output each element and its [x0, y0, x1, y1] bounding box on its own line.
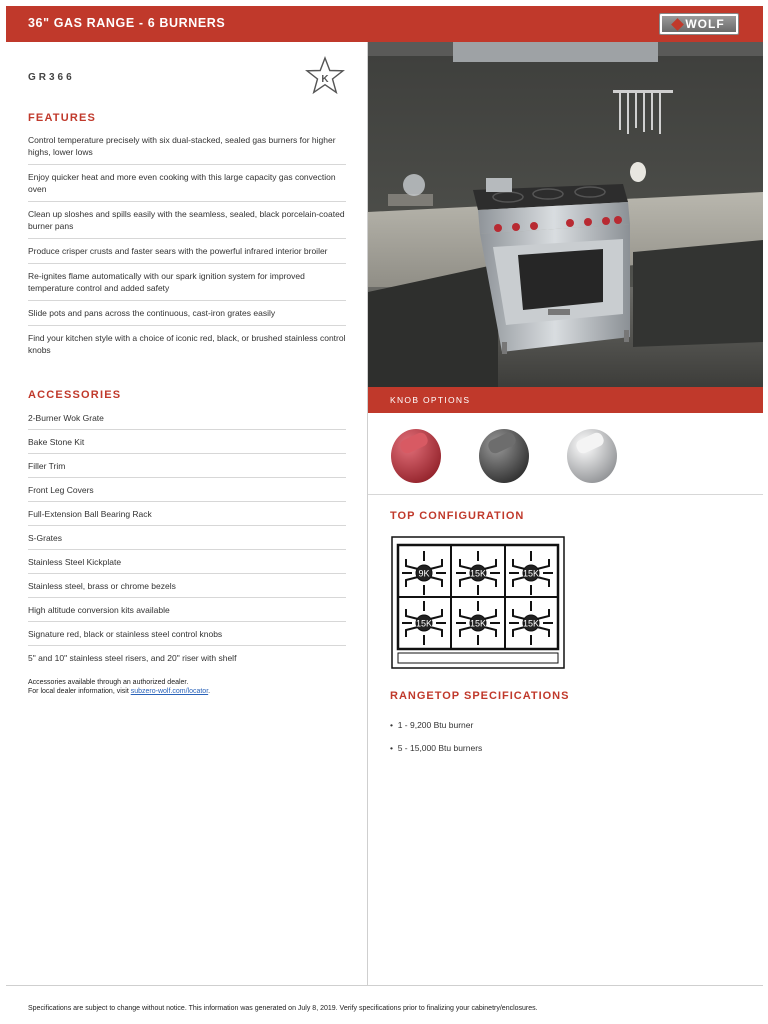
- burner-label: 15K: [469, 568, 487, 579]
- accessory-item: 5" and 10" stainless steel risers, and 20" riser with shelf: [28, 653, 237, 663]
- feature-item: Control temperature precisely with six dual-stacked, sealed gas burners for higher highs, lower lows: [28, 128, 346, 165]
- logo-text: WOLF: [685, 17, 725, 31]
- spec-item-1-text: 1 - 9,200 Btu burner: [397, 720, 474, 730]
- accessories-note: [28, 678, 210, 696]
- top-configuration-diagram: [390, 535, 566, 670]
- feature-item: Slide pots and pans across the continuous, cast-iron grates easily: [28, 301, 346, 326]
- accessory-item: Stainless steel, brass or chrome bezels: [28, 574, 346, 598]
- features-title: FEATURES: [28, 112, 97, 124]
- accessory-item: Stainless Steel Kickplate: [28, 550, 346, 574]
- stainless-knob-icon: [567, 429, 617, 483]
- accessory-item: Filler Trim: [28, 454, 346, 478]
- section-separator: [368, 494, 763, 495]
- accessory-item: Full-Extension Ball Bearing Rack: [28, 502, 346, 526]
- feature-item: Enjoy quicker heat and more even cooking with this large capacity gas convection oven: [28, 165, 346, 202]
- rangetop-specs-title: RANGETOP SPECIFICATIONS: [390, 690, 570, 702]
- badge-letter: K: [321, 74, 329, 85]
- spec-item-2: • 5 - 15,000 Btu burners: [390, 743, 483, 753]
- accessory-item: 2-Burner Wok Grate: [28, 406, 346, 430]
- features-list: [28, 128, 346, 362]
- knob-options: [386, 420, 626, 490]
- page-title: 36" GAS RANGE - 6 BURNERS: [28, 16, 226, 30]
- wolf-logo: [659, 13, 739, 35]
- feature-item: Clean up sloshes and spills easily with the seamless, sealed, black porcelain-coated burner pans: [28, 202, 346, 239]
- knob-options-bar: KNOB OPTIONS: [368, 387, 763, 413]
- burner-label: 15K: [522, 568, 540, 579]
- product-photo: [368, 42, 763, 387]
- accessory-item: S-Grates: [28, 526, 346, 550]
- feature-item: Produce crisper crusts and faster sears with the powerful infrared interior broiler: [28, 239, 346, 264]
- header-bar: [6, 6, 763, 42]
- accessory-item: High altitude conversion kits available: [28, 598, 346, 622]
- accessories-list: [28, 406, 346, 669]
- spec-item-1: • 1 - 9,200 Btu burner: [390, 720, 474, 730]
- spec-item-2-text: 5 - 15,000 Btu burners: [397, 743, 483, 753]
- note-line-1: Accessories available through an authorized dealer.: [28, 679, 189, 686]
- feature-item: Re-ignites flame automatically with our spark ignition system for improved temperature control and added safety: [28, 264, 346, 301]
- burner-label: 15K: [522, 618, 540, 629]
- red-knob-icon: [391, 429, 441, 483]
- accessory-item: Signature red, black or stainless steel control knobs: [28, 622, 346, 646]
- star-k-icon: [305, 56, 345, 96]
- top-configuration-title: TOP CONFIGURATION: [390, 510, 525, 522]
- burner-label: 15K: [469, 618, 487, 629]
- burner-label: 15K: [415, 618, 433, 629]
- accessory-item: Bake Stone Kit: [28, 430, 346, 454]
- black-knob-icon: [479, 429, 529, 483]
- footer-disclaimer: Specifications are subject to change without notice. This information was generated on July 8, 2019. Verify specifications prior to finalizing your cabinetry/enclosures.: [28, 1005, 538, 1012]
- footer-divider: [6, 985, 763, 986]
- note-suffix: .: [208, 688, 211, 695]
- note-line-2: [28, 687, 210, 696]
- feature-item: Find your kitchen style with a choice of iconic red, black, or brushed stainless control knobs: [28, 333, 346, 355]
- note-prefix: For local dealer information, visit: [28, 688, 131, 695]
- model-number: GR366: [28, 72, 75, 83]
- dealer-locator-link[interactable]: subzero-wolf.com/locator: [130, 688, 209, 695]
- burner-label: 9K: [418, 568, 430, 579]
- accessories-title: ACCESSORIES: [28, 389, 122, 401]
- accessory-item: Front Leg Covers: [28, 478, 346, 502]
- logo-mark-icon: [671, 18, 684, 31]
